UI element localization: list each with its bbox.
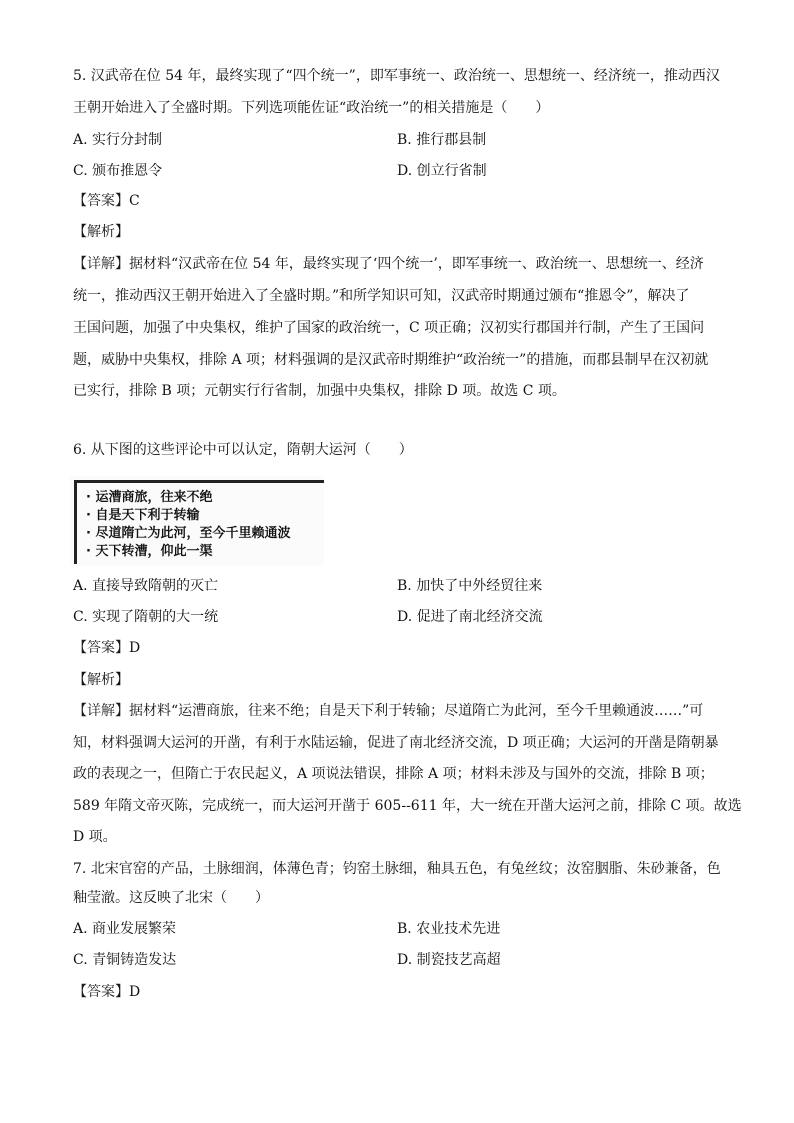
q5-stem-line1: 5. 汉武帝在位 54 年，最终实现了“四个统一”，即军事统一、政治统一、思想统一、经济统一，推动西汉: [73, 68, 720, 84]
q5-option-a: A. 实行分封制: [73, 132, 163, 148]
q5-answer-row: [73, 191, 140, 211]
detail-tag: 【详解】: [73, 256, 129, 272]
q7-option-d: D. 制瓷技艺高超: [397, 952, 501, 968]
q6-analysis-tag: 【解析】: [73, 672, 129, 688]
q5-option-c: C. 颁布推恩令: [73, 163, 163, 179]
q7-answer: D: [129, 984, 141, 1000]
material-line-2: · 自是天下利于转输: [86, 508, 200, 523]
q5-detail-line2: 统一，推动西汉王朝开始进入了全盛时期。”和所学知识可知，汉武帝时期通过颁布“推恩令”，解决了: [73, 288, 690, 304]
q6-detail-line3: 政的表现之一，但隋亡于农民起义，A 项说法错误，排除 A 项；材料未涉及与国外的交流，排除 B 项；: [73, 766, 714, 782]
q6-detail-text1: 据材料“运漕商旅，往来不绝；自是天下利于转输；尽道隋亡为此河，至今千里赖通波……”可: [129, 703, 704, 719]
q5-answer: C: [129, 193, 140, 209]
q5-analysis-tag: 【解析】: [73, 224, 129, 240]
q5-stem-line2: 王朝开始进入了全盛时期。下列选项能佐证“政治统一”的相关措施是（ ）: [73, 100, 550, 116]
q6-option-a: A. 直接导致隋朝的灭亡: [73, 578, 219, 594]
q6-stem: 6. 从下图的这些评论中可以认定，隋朝大运河（ ）: [73, 442, 413, 458]
q7-option-b: B. 农业技术先进: [397, 921, 501, 937]
q5-detail-line4: 题，威胁中央集权，排除 A 项；材料强调的是汉武帝时期维护“政治统一”的措施，而郡县制早在汉初就: [73, 352, 709, 368]
q7-option-c: C. 青铜铸造发达: [73, 952, 177, 968]
detail-tag: 【详解】: [73, 703, 129, 719]
material-line-1: · 运漕商旅，往来不绝: [86, 490, 213, 505]
q6-detail-line4: 589 年隋文帝灭陈，完成统一，而大运河开凿于 605--611 年，大一统在开凿大运河之前，排除 C 项。故选: [73, 798, 742, 814]
q5-detail-line1: [73, 254, 704, 274]
q6-answer: D: [129, 640, 141, 656]
material-border-left: [74, 480, 77, 564]
q5-detail-line5: 已实行，排除 B 项；元朝实行行省制，加强中央集权，排除 D 项。故选 C 项。: [73, 383, 566, 399]
q7-answer-row: [73, 982, 140, 1002]
answer-tag: 【答案】: [73, 640, 129, 656]
q7-option-a: A. 商业发展繁荣: [73, 921, 177, 937]
material-line-3: · 尽道隋亡为此河，至今千里赖通波: [86, 526, 291, 541]
q6-option-d: D. 促进了南北经济交流: [397, 609, 543, 625]
q5-detail-line3: 王国问题，加强了中央集权，维护了国家的政治统一，C 项正确；汉初实行郡国并行制，产生了王国问: [73, 320, 705, 336]
q6-answer-row: [73, 638, 140, 658]
q7-stem-line2: 釉莹澈。这反映了北宋（ ）: [73, 890, 269, 906]
q6-option-c: C. 实现了隋朝的大一统: [73, 609, 219, 625]
material-border-top: [74, 480, 324, 483]
q6-option-b: B. 加快了中外经贸往来: [397, 578, 543, 594]
q6-detail-line5: D 项。: [73, 829, 117, 845]
material-line-4: · 天下转漕，仰此一渠: [86, 544, 213, 559]
q7-stem-line1: 7. 北宋官窑的产品，土脉细润，体薄色青；钧窑土脉细，釉具五色，有兔丝纹；汝窑胭脂、朱砂兼备，色: [73, 861, 721, 877]
answer-tag: 【答案】: [73, 193, 129, 209]
q5-detail-text1: 据材料“汉武帝在位 54 年，最终实现了‘四个统一’，即军事统一、政治统一、思想统一、经济: [129, 256, 704, 272]
q6-detail-line1: [73, 701, 703, 721]
q5-option-b: B. 推行郡县制: [397, 132, 487, 148]
answer-tag: 【答案】: [73, 984, 129, 1000]
q6-material-image: [70, 476, 324, 566]
q6-detail-line2: 知，材料强调大运河的开凿，有利于水陆运输，促进了南北经济交流，D 项正确；大运河的开凿是隋朝暴: [73, 735, 719, 751]
q5-option-d: D. 创立行省制: [397, 163, 487, 179]
